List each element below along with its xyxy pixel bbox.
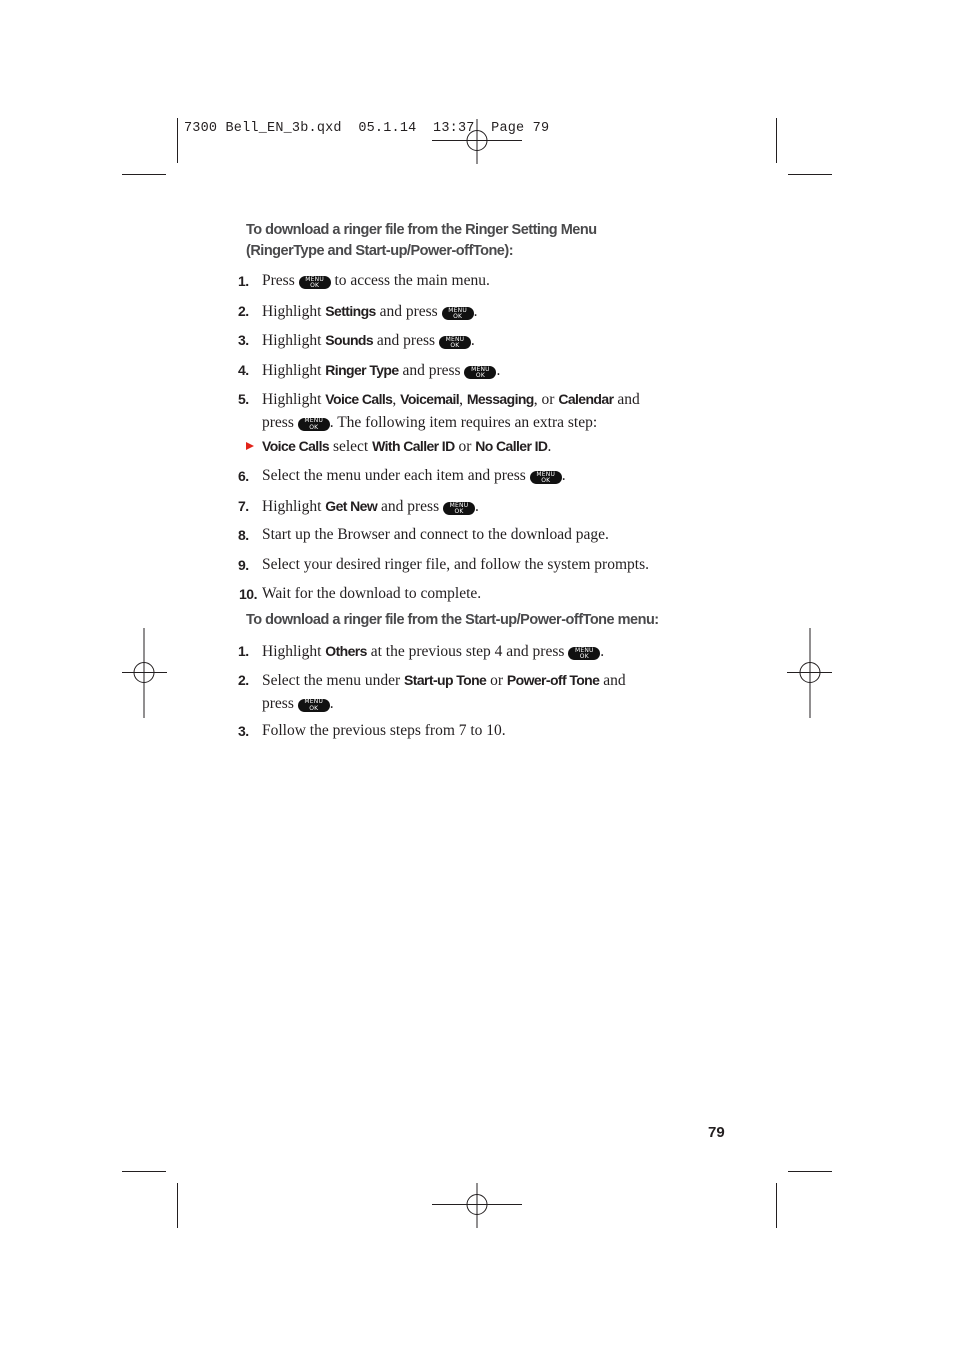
- step-text: Select your desired ringer file, and follow the system prompts.: [262, 556, 649, 573]
- crop-mark: [788, 174, 832, 175]
- menu-ok-key-icon: MENU OK: [298, 699, 330, 712]
- step-line: press MENU OK .: [262, 694, 334, 712]
- step-number: 7.: [238, 498, 249, 514]
- step-line: Select the menu under Start-up Tone or Power-off Tone and: [262, 672, 626, 689]
- menu-ok-key-icon: MENU OK: [530, 471, 562, 484]
- step-text: and press: [375, 303, 442, 320]
- menu-ok-key-icon: MENU OK: [299, 276, 331, 289]
- menu-option: Power-off Tone: [506, 672, 600, 688]
- heading-line: To download a ringer file from the Ringer Setting Menu: [246, 222, 597, 238]
- crop-mark: [177, 1183, 178, 1228]
- step-text: .: [470, 332, 475, 349]
- step-number: 5.: [238, 391, 249, 407]
- step-item: [238, 388, 702, 434]
- step-number: 9.: [238, 557, 249, 573]
- crop-mark: [776, 1183, 777, 1228]
- step-text: .: [473, 303, 478, 320]
- step-number: 1.: [238, 273, 249, 289]
- step-text: Highlight: [262, 332, 326, 349]
- menu-ok-key-icon: MENU OK: [568, 647, 600, 660]
- crop-mark: [776, 118, 777, 163]
- menu-option: Ringer Type: [325, 362, 399, 378]
- step-text: to access the main menu.: [330, 272, 490, 289]
- menu-option: Voicemail: [400, 391, 460, 407]
- menu-option: No Caller ID: [475, 438, 548, 454]
- step-number: 4.: [238, 362, 249, 378]
- step-text: Highlight: [262, 303, 326, 320]
- menu-option: Sounds: [325, 332, 374, 348]
- step-text: .: [561, 467, 566, 484]
- step-text: and press: [373, 332, 439, 349]
- menu-option: Voice Calls: [262, 438, 330, 454]
- step-item: [238, 329, 702, 353]
- step-text: Press: [262, 272, 299, 289]
- step-number: 8.: [238, 527, 249, 543]
- step-number: 2.: [238, 303, 249, 319]
- registration-mark-icon: [432, 1183, 522, 1228]
- menu-option: Settings: [325, 303, 376, 319]
- step-number: 3.: [238, 332, 249, 348]
- step-item: [238, 495, 702, 519]
- menu-ok-key-icon: MENU OK: [464, 366, 496, 379]
- section-heading: To download a ringer file from the Start-up/Power-offTone menu:: [246, 612, 659, 628]
- menu-ok-key-icon: MENU OK: [443, 502, 475, 515]
- menu-ok-key-icon: MENU OK: [442, 307, 474, 320]
- menu-option: Voice Calls: [325, 391, 393, 407]
- step-text: Wait for the download to complete.: [262, 585, 482, 602]
- step-text: and press: [377, 498, 443, 515]
- file-slug: 7300 Bell_EN_3b.qxd 05.1.14 13:37 Page 79: [184, 121, 550, 136]
- red-arrow-bullet-icon: [246, 442, 254, 450]
- crop-mark: [788, 1171, 832, 1172]
- step-item: [239, 583, 702, 606]
- step-number: 10.: [239, 586, 257, 602]
- step-text: .: [496, 362, 501, 379]
- step-number: 2.: [238, 672, 249, 688]
- sub-step-item: Voice Calls select With Caller ID or No Caller ID.: [262, 435, 702, 459]
- crop-mark: [122, 1171, 166, 1172]
- menu-option: Calendar: [558, 391, 614, 407]
- page-number: 79: [708, 1124, 725, 1141]
- step-number: 6.: [238, 468, 249, 484]
- step-text: Follow the previous steps from 7 to 10.: [262, 722, 506, 739]
- step-item: [238, 524, 702, 547]
- menu-ok-key-icon: MENU OK: [439, 336, 471, 349]
- step-text: Select the menu under each item and press: [262, 467, 530, 484]
- step-item: [238, 554, 702, 577]
- step-item: [238, 270, 702, 293]
- step-number: 1.: [238, 643, 249, 659]
- step-text: Start up the Browser and connect to the download page.: [262, 526, 609, 543]
- step-text: Highlight: [262, 362, 326, 379]
- heading-line: (RingerType and Start-up/Power-offTone):: [246, 243, 514, 259]
- registration-mark-icon: [122, 628, 167, 718]
- step-item: [238, 359, 702, 383]
- registration-mark-icon: [432, 119, 522, 164]
- step-item: 1. Highlight Others at the previous step 4 and press MENU OK .: [262, 640, 702, 664]
- menu-option: Others: [325, 643, 367, 659]
- step-text: .: [475, 498, 479, 515]
- step-item: [238, 300, 702, 324]
- menu-option: Get New: [325, 498, 378, 514]
- step-text: Highlight: [262, 498, 326, 515]
- step-item: [238, 465, 702, 488]
- step-item: [238, 669, 702, 715]
- step-line: Highlight Voice Calls, Voicemail, Messaging, or Calendar and: [262, 391, 640, 408]
- step-text: and press: [398, 362, 465, 379]
- menu-ok-key-icon: MENU OK: [298, 418, 330, 431]
- crop-mark: [177, 118, 178, 163]
- menu-option: Messaging: [466, 391, 534, 407]
- registration-mark-icon: [787, 628, 832, 718]
- crop-mark: [122, 174, 166, 175]
- menu-option: With Caller ID: [372, 438, 455, 454]
- menu-option: Start-up Tone: [404, 672, 487, 688]
- section-heading: [246, 220, 597, 262]
- step-number: 3.: [238, 723, 249, 739]
- step-line: press MENU OK . The following item requires an extra step:: [262, 413, 598, 431]
- step-item: [238, 720, 702, 743]
